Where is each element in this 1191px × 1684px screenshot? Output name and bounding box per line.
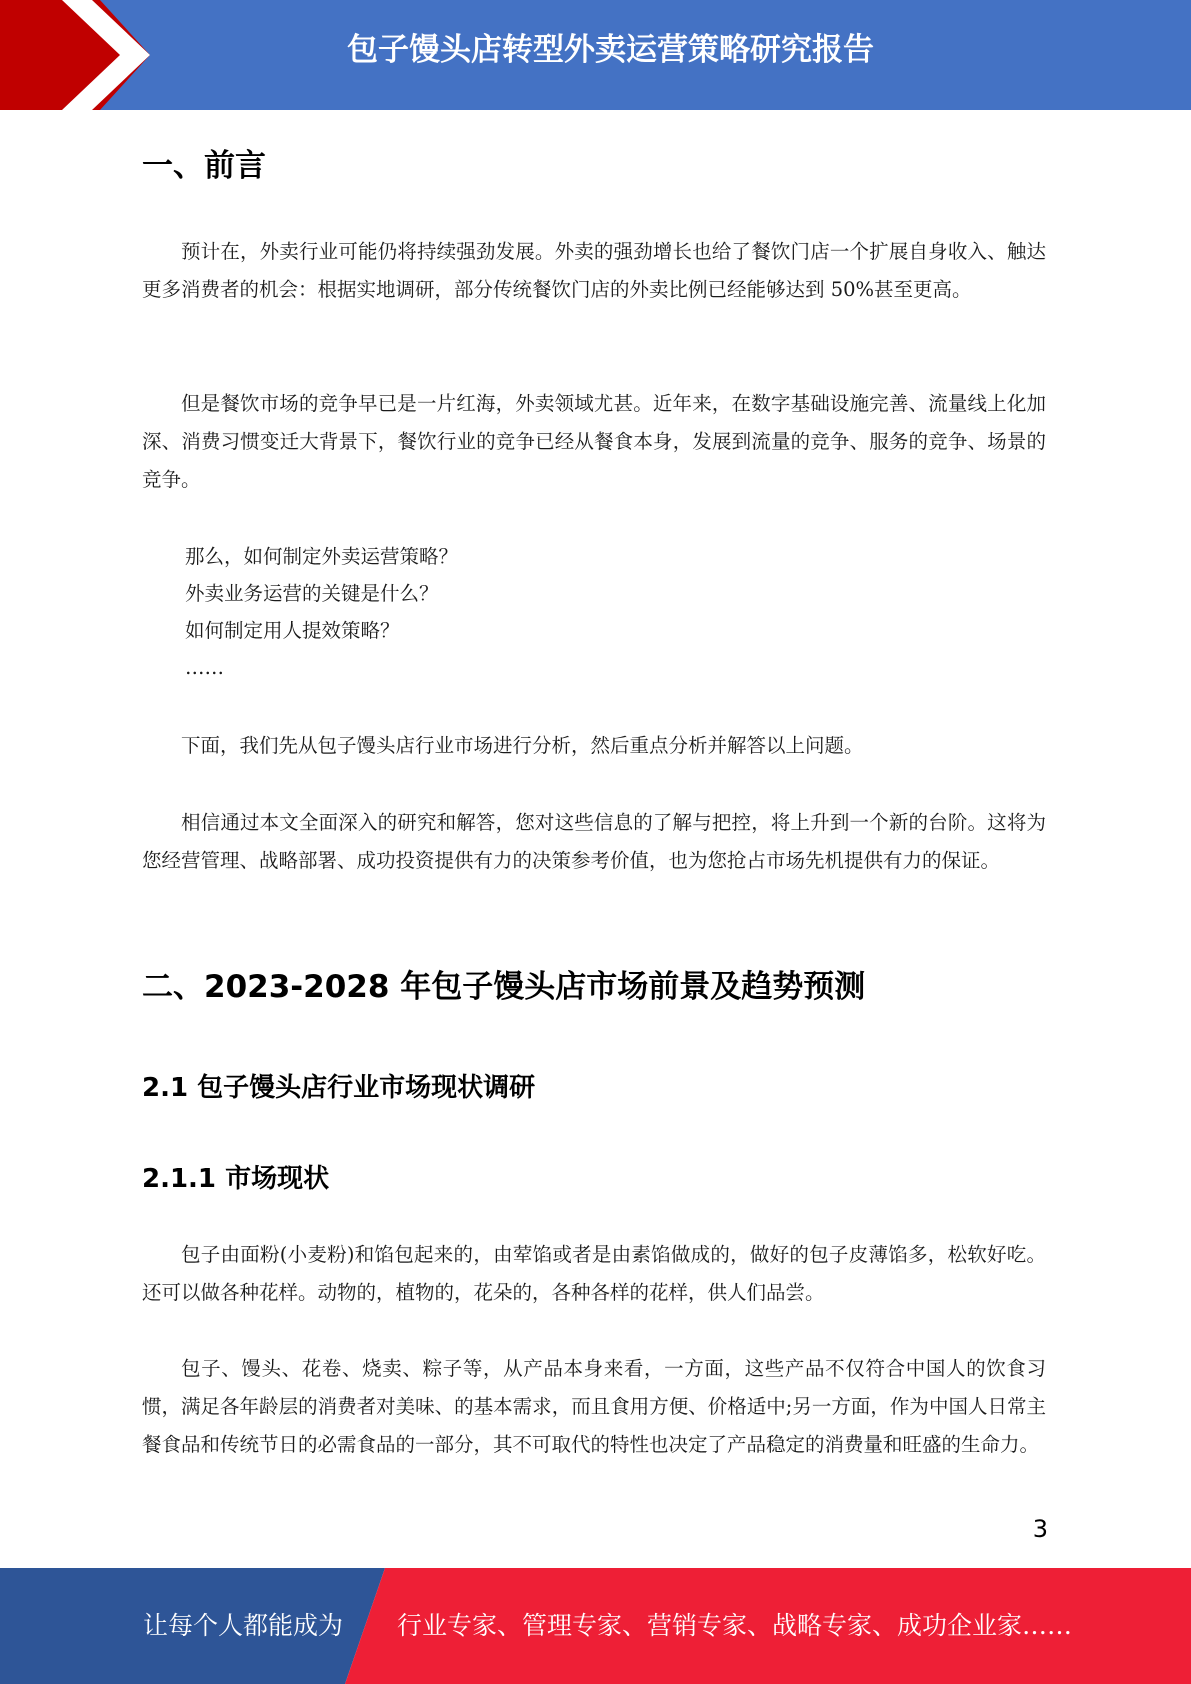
section-heading-preface: 一、前言 bbox=[142, 148, 266, 184]
page-number: 3 bbox=[1032, 1515, 1048, 1543]
footer-slogan-right: 行业专家、管理专家、营销专家、战略专家、成功企业家…… bbox=[397, 1611, 1073, 1640]
paragraph: 包子、馒头、花卷、烧卖、粽子等，从产品本身来看，一方面，这些产品不仅符合中国人的饮食习惯，满足各年龄层的消费者对美味、的基本需求，而且食用方便、价格适中;另一方面，作为中国人日常主餐食品和传统节日的必需食品的一部分，其不可取代的特性也决定了产品稳定的消费量和旺盛的生命力。 bbox=[142, 1357, 1046, 1456]
footer-slogan-left: 让每个人都能成为 bbox=[143, 1611, 344, 1640]
question-item: 外卖业务运营的关键是什么？ bbox=[185, 582, 439, 605]
question-list bbox=[185, 538, 458, 686]
question-item: 如何制定用人提效策略？ bbox=[185, 619, 400, 642]
question-item: …… bbox=[185, 656, 224, 679]
footer-band bbox=[0, 1568, 1191, 1684]
paragraph: 包子由面粉(小麦粉)和馅包起来的，由荤馅或者是由素馅做成的，做好的包子皮薄馅多，松软好吃。还可以做各种花样。动物的，植物的，花朵的，各种各样的花样，供人们品尝。 bbox=[142, 1243, 1046, 1304]
subsection-heading: 2.1 包子馒头店行业市场现状调研 bbox=[142, 1073, 536, 1103]
question-item: 那么，如何制定外卖运营策略？ bbox=[185, 545, 459, 568]
paragraph: 相信通过本文全面深入的研究和解答，您对这些信息的了解与把控，将上升到一个新的台阶。这将为您经营管理、战略部署、成功投资提供有力的决策参考价值，也为您抢占市场先机提供有力的保证。 bbox=[142, 811, 1046, 872]
paragraph: 但是餐饮市场的竞争早已是一片红海，外卖领域尤甚。近年来，在数字基础设施完善、流量线上化加深、消费习惯变迁大背景下，餐饮行业的竞争已经从餐食本身，发展到流量的竞争、服务的竞争、场景的竞争。 bbox=[142, 392, 1046, 491]
paragraph: 预计在，外卖行业可能仍将持续强劲发展。外卖的强劲增长也给了餐饮门店一个扩展自身收入、触达更多消费者的机会：根据实地调研，部分传统餐饮门店的外卖比例已经能够达到 50%甚至更高。 bbox=[142, 240, 1046, 301]
section-heading-forecast: 二、2023-2028 年包子馒头店市场前景及趋势预测 bbox=[142, 969, 866, 1005]
header-band bbox=[0, 0, 1191, 110]
subsubsection-heading: 2.1.1 市场现状 bbox=[142, 1164, 330, 1194]
paragraph: 下面，我们先从包子馒头店行业市场进行分析，然后重点分析并解答以上问题。 bbox=[181, 734, 864, 757]
document-title: 包子馒头店转型外卖运营策略研究报告 bbox=[347, 32, 874, 68]
